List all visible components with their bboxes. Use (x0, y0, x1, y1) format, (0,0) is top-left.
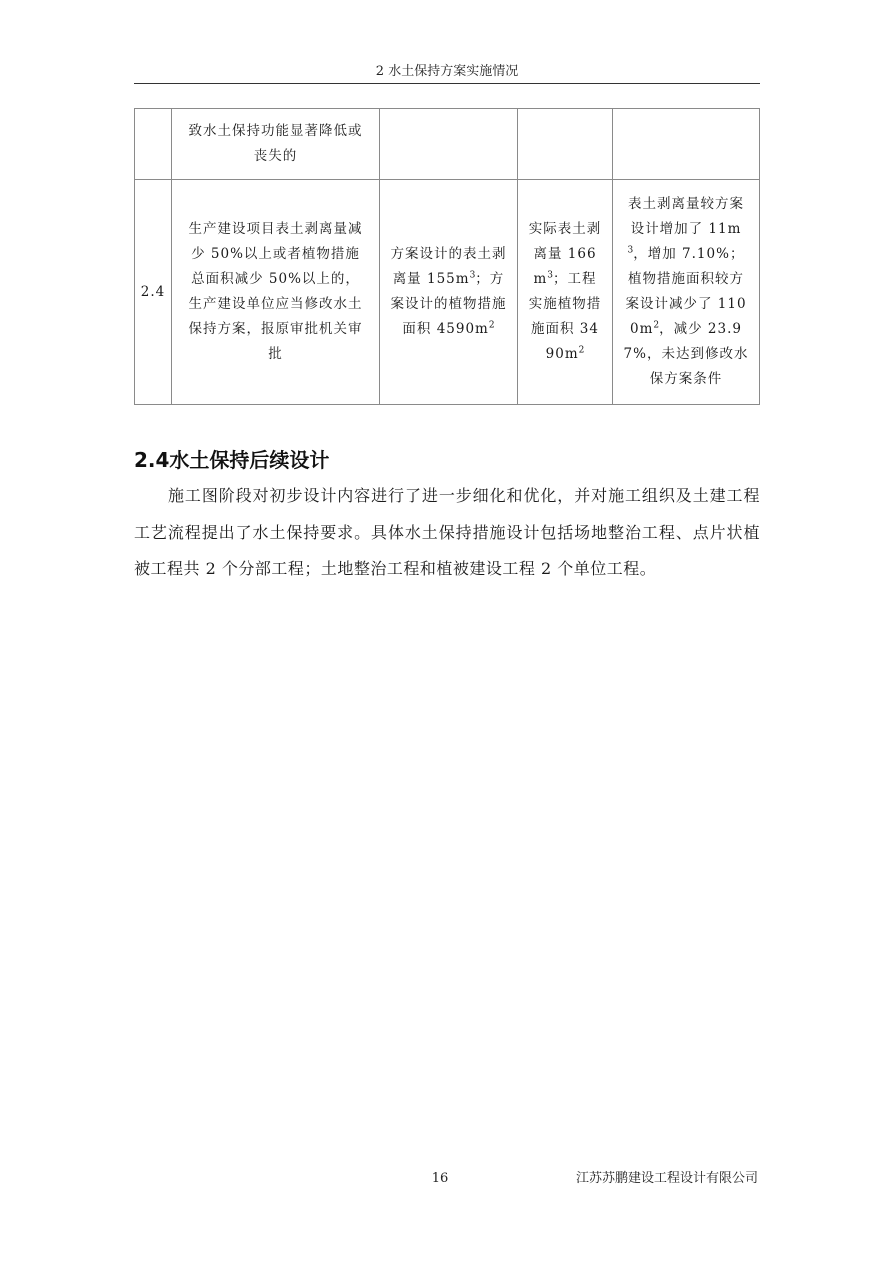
page-number: 16 (431, 1171, 449, 1186)
cell-requirement: 致水土保持功能显著降低或丧失的 (172, 109, 380, 180)
compliance-table (134, 108, 760, 405)
cell-item-number: 2.4 (135, 180, 172, 405)
section-heading: 2.4水土保持后续设计 (134, 448, 330, 472)
table-row (135, 180, 760, 405)
body-paragraph: 施工图阶段对初步设计内容进行了进一步细化和优化，并对施工组织及土建工程工艺流程提出了水土保持要求。具体水土保持措施设计包括场地整治工程、点片状植被工程共 2 个分部工程；土地整治工程和植被建设工程 2 个单位工程。 (134, 486, 760, 578)
page-header: 2 水土保持方案实施情况 (375, 64, 519, 79)
cell-actual (518, 109, 613, 180)
table-row (135, 109, 760, 180)
cell-item-number (135, 109, 172, 180)
cell-design (380, 109, 518, 180)
cell-design: 方案设计的表土剥离量 $155m^3$；方案设计的植物措施面积 $4590m^2$ (380, 180, 518, 405)
header-rule (134, 83, 760, 84)
cell-actual: 实际表土剥离量 $166m^3$；工程实施植物措施面积 $3490m^2$ (518, 180, 613, 405)
cell-remark: 表土剥离量较方案设计增加了 $11m^3$，增加 7.10%；植物措施面积较方案设计减少了 $1100m^2$，减少 23.97%，未达到修改水保方案条件 (613, 180, 760, 405)
cell-requirement: 生产建设项目表土剥离量减少 50%以上或者植物措施总面积减少 50%以上的，生产建设单位应当修改水土保持方案，报原审批机关审批 (172, 180, 380, 405)
company-name: 江苏苏鹏建设工程设计有限公司 (575, 1171, 758, 1186)
cell-remark (613, 109, 760, 180)
